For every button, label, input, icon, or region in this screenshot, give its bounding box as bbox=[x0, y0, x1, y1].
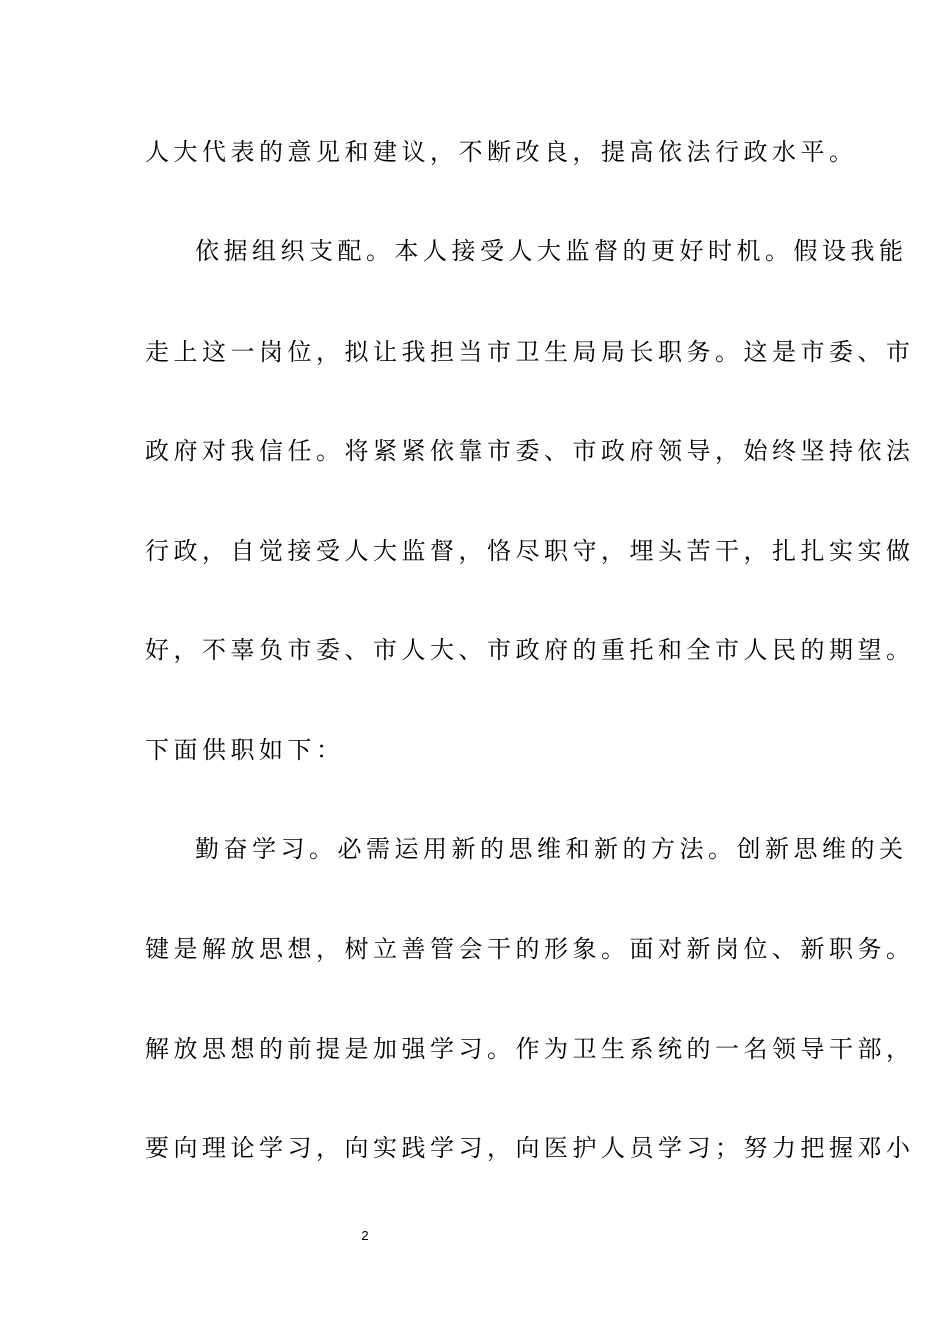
paragraph-start-line: 勤奋学习。必需运用新的思维和新的方法。创新思维的关 bbox=[195, 835, 908, 863]
text-line-1: 人大代表的意见和建议，不断改良，提高依法行政水平。 bbox=[145, 138, 858, 166]
text-line-6: 好，不辜负市委、市人大、市政府的重托和全市人民的期望。 bbox=[145, 636, 915, 664]
text-line-4: 政府对我信任。将紧紧依靠市委、市政府领导，始终坚持依法 bbox=[145, 437, 915, 465]
text-line-11: 要向理论学习，向实践学习，向医护人员学习；努力把握邓小 bbox=[145, 1134, 915, 1162]
paragraph-start-line: 依据组织支配。本人接受人大监督的更好时机。假设我能 bbox=[195, 237, 908, 265]
page-number: 2 bbox=[361, 1228, 369, 1243]
text-line-3: 走上这一岗位，拟让我担当市卫生局局长职务。这是市委、市 bbox=[145, 338, 915, 366]
text-line-7: 下面供职如下： bbox=[145, 736, 345, 764]
text-line-10: 解放思想的前提是加强学习。作为卫生系统的一名领导干部， bbox=[145, 1035, 915, 1063]
text-line-9: 键是解放思想，树立善管会干的形象。面对新岗位、新职务。 bbox=[145, 935, 915, 963]
text-line-5: 行政，自觉接受人大监督，恪尽职守，埋头苦干，扎扎实实做 bbox=[145, 537, 915, 565]
